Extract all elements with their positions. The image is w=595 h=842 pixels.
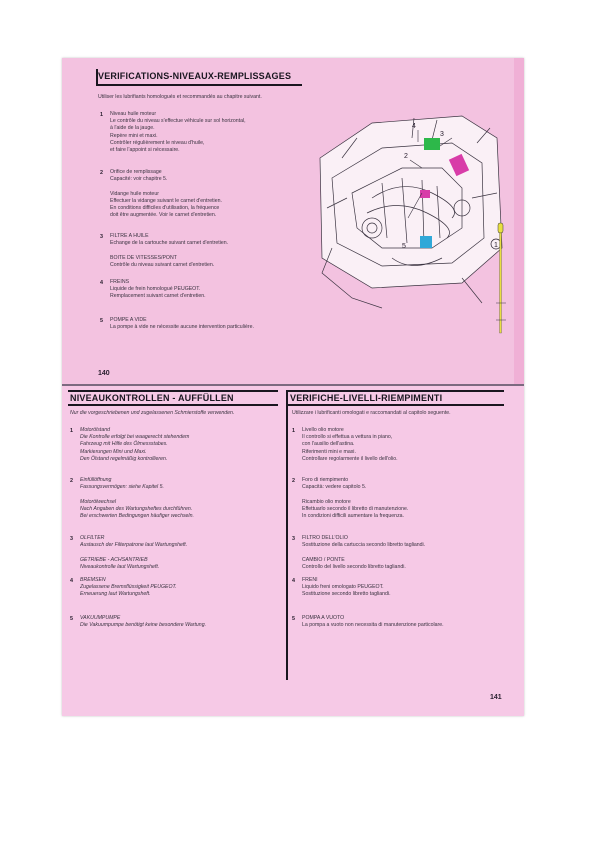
left-title-underline: [68, 404, 278, 406]
upper-page: [62, 58, 524, 384]
upper-item-text: FILTRE A HUILE Echange de la cartouche suivant carnet d'entretien. BOITE DE VITESSES/PONT Contrôle du niveau suivant carnet d'entretien.: [110, 233, 229, 268]
lower-right-item-text: Livello olio motore Il controllo si effettua a vettura in piano, con l'ausilio dell'astina. Riferimenti mini e maxi. Controllare regolarmente il livello dell'olio.: [302, 427, 398, 462]
upper-item-number: 1: [100, 112, 103, 118]
left-title-overline: [68, 390, 278, 392]
lower-right-item-text: POMPA A VUOTO La pompa a vuoto non necessita di manutenzione particolare.: [302, 615, 444, 629]
page-edge-strip: [514, 58, 524, 384]
right-title-overline: [288, 390, 504, 392]
engine-bay-illustration: [312, 98, 512, 348]
lower-right-item-text: FRENI Liquido freni omologato PEUGEOT. Sostituzione secondo libretto tagliandi.: [302, 577, 391, 598]
upper-item-number: 3: [100, 234, 103, 240]
callout-2: 2: [404, 153, 408, 160]
lower-right-item-number: 5: [292, 616, 295, 622]
page-number-right: 141: [490, 694, 502, 701]
cyan-highlight-area: [420, 236, 432, 248]
lower-left-item-text: Einfüllöffnung Fassungsvermögen: siehe Kapitel 5. Motorölwechsel Nach Angaben des Wartungsheftes durchführen. Bei erschwerten Bedingungen häufiger wechseln.: [80, 477, 194, 520]
lower-left-item-text: Motorölstand Die Kontrolle erfolgt bei waagerecht stehendem Fahrzeug mit Hilfe des Ölmessstabes. Markierungen Mini und Maxi. Den Ölstand regelmäßig kontrollieren.: [80, 427, 190, 462]
lower-right-title: VERIFICHE-LIVELLI-RIEMPIMENTI: [290, 393, 443, 403]
lower-left-item-number: 2: [70, 478, 73, 484]
upper-item-text: Orifice de remplissage Capacité: voir chapitre 5. Vidange huile moteur Effectuer la vidange suivant le carnet d'entretien. En conditions difficiles d'utilisation, la fréquence doit être augmentée. Voir le carnet d'entretien.: [110, 169, 222, 219]
lower-right-item-number: 2: [292, 478, 295, 484]
upper-item-number: 5: [100, 318, 103, 324]
lower-left-item-text: VAKUUMPUMPE Die Vakuumpumpe benötigt keine besondere Wartung.: [80, 615, 207, 629]
green-highlight-area: [424, 138, 440, 150]
lower-right-item-number: 1: [292, 428, 295, 434]
callout-1: 1: [494, 242, 498, 249]
lower-right-item-text: Foro di riempimento Capacità: vedere capitolo 5. Ricambio olio motore Effettuarlo secondo il libretto di manutenzione. In condizioni difficili aumentare la frequenza.: [302, 477, 409, 520]
column-divider: [286, 390, 288, 680]
lower-right-item-text: FILTRO DELL'OLIO Sostituzione della cartuccia secondo libretto tagliandi. CAMBIO / PONTE Controllo del livello secondo libretto tagliandi.: [302, 535, 426, 570]
lower-left-item-text: BREMSEN Zugelassene Bremsflüssigkeit PEUGEOT. Erneuerung laut Wartungsheft.: [80, 577, 177, 598]
upper-intro: Utiliser les lubrifiants homologués et recommandés au chapitre suivant.: [98, 94, 262, 100]
lower-left-item-number: 3: [70, 536, 73, 542]
lower-left-item-text: ÖLFILTER Austausch der Filterpatrone laut Wartungsheft. GETRIEBE - ACHSANTRIEB Niveaukontrolle laut Wartungsheft.: [80, 535, 188, 570]
lower-right-item-number: 3: [292, 536, 295, 542]
lower-left-item-number: 1: [70, 428, 73, 434]
lower-right-intro: Utilizzare i lubrificanti omologati e raccomandati al capitolo seguente.: [292, 410, 451, 416]
title-underline: [96, 84, 302, 86]
lower-left-item-number: 5: [70, 616, 73, 622]
lower-left-item-number: 4: [70, 578, 73, 584]
page-number-left: 140: [98, 370, 110, 377]
lower-left-title: NIVEAUKONTROLLEN - AUFFÜLLEN: [70, 393, 234, 403]
callout-5: 5: [402, 243, 406, 250]
callout-3: 3: [440, 131, 444, 138]
upper-page-title: VERIFICATIONS-NIVEAUX-REMPLISSAGES: [98, 71, 292, 81]
title-left-rule: [96, 69, 98, 85]
upper-item-number: 2: [100, 170, 103, 176]
right-title-underline: [288, 404, 504, 406]
scanned-manual-spread: [62, 58, 524, 716]
upper-item-number: 4: [100, 280, 103, 286]
upper-item-text: POMPE A VIDE La pompe à vide ne nécessite aucune intervention particulière.: [110, 317, 254, 331]
lower-left-intro: Nur die vorgeschriebenen und zugelassenen Schmierstoffe verwenden.: [70, 410, 235, 416]
callout-4: 4: [412, 123, 416, 130]
lower-page: [62, 386, 524, 716]
lower-right-item-number: 4: [292, 578, 295, 584]
upper-item-text: FREINS Liquide de frein homologué PEUGEOT. Remplacement suivant carnet d'entretien.: [110, 279, 206, 300]
upper-item-text: Niveau huile moteur Le contrôle du niveau s'effectue véhicule sur sol horizontal, à l'aide de la jauge. Repère mini et maxi. Contrôler régulièrement le niveau d'huile, et faire l'appoint si nécessaire.: [110, 111, 246, 154]
